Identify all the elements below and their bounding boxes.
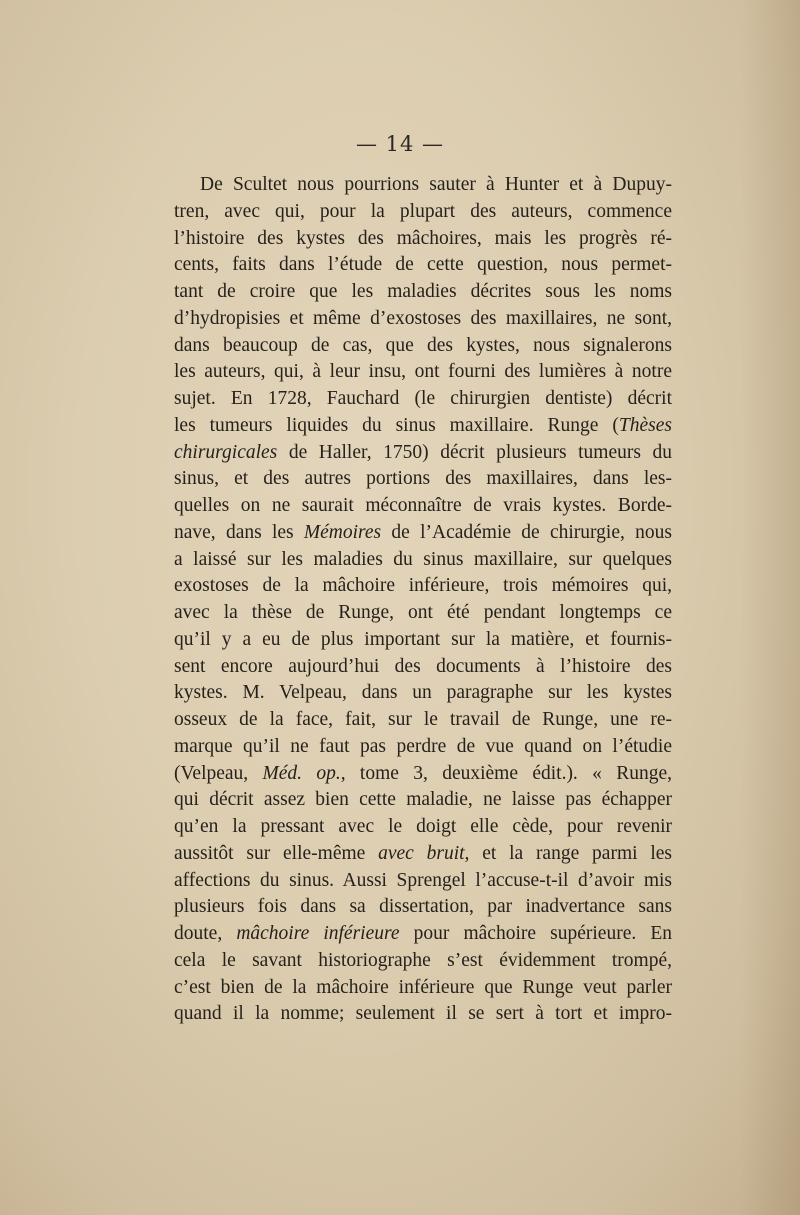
text-segment: sujet. En 1728, Fauchard (le chirurgien dentiste) décrit bbox=[174, 388, 672, 409]
text-line bbox=[174, 359, 672, 386]
text-line bbox=[174, 894, 672, 921]
text-line bbox=[174, 975, 672, 1002]
text-segment: c’est bien de la mâchoire inférieure que Runge veut parler bbox=[174, 976, 672, 998]
text-segment: cents, faits dans l’étude de cette question, nous permet- bbox=[174, 254, 672, 276]
text-line bbox=[174, 627, 672, 654]
text-line bbox=[174, 707, 672, 734]
text-segment: qui décrit assez bien cette maladie, ne laisse pas échapper bbox=[174, 789, 672, 811]
text-segment: doute, bbox=[174, 923, 237, 944]
text-segment: exostoses de la mâchoire inférieure, trois mémoires qui, bbox=[174, 575, 672, 597]
italic-segment: Mémoires bbox=[303, 521, 382, 543]
text-segment: de Haller, 1750) décrit plusieurs tumeurs du bbox=[277, 441, 672, 463]
text-segment: les tumeurs liquides du sinus maxillaire. Runge ( bbox=[174, 414, 619, 436]
text-line bbox=[174, 680, 672, 707]
text-line bbox=[174, 573, 672, 600]
text-line bbox=[174, 493, 672, 520]
text-line bbox=[174, 654, 672, 681]
text-line bbox=[174, 868, 672, 895]
text-segment: De Scultet nous pourrions sauter à Hunter et à Dupuy- bbox=[200, 174, 672, 195]
text-segment: , tome 3, deuxième édit.). « Runge, bbox=[340, 762, 672, 784]
text-segment: avec la thèse de Runge, ont été pendant longtemps ce bbox=[174, 602, 672, 623]
text-segment: quand il la nomme; seulement il se sert à tort et impro- bbox=[174, 1003, 672, 1025]
text-line bbox=[174, 279, 672, 306]
italic-segment: Thèses bbox=[618, 414, 672, 436]
text-line bbox=[174, 306, 672, 333]
text-line bbox=[174, 440, 672, 467]
text-segment: osseux de la face, fait, sur le travail de Runge, une re- bbox=[174, 709, 672, 730]
text-segment: sent encore aujourd’hui des documents à l’histoire des bbox=[174, 655, 672, 677]
text-line bbox=[174, 600, 672, 627]
text-segment: marque qu’il ne faut pas perdre de vue quand on l’étudie bbox=[174, 735, 672, 757]
text-line bbox=[174, 172, 672, 199]
text-line bbox=[174, 333, 672, 360]
text-segment: a laissé sur les maladies du sinus maxillaire, sur quelques bbox=[174, 548, 672, 570]
text-line bbox=[174, 787, 672, 814]
text-segment: tant de croire que les maladies décrites sous les noms bbox=[174, 281, 672, 302]
italic-segment: chirurgicales bbox=[174, 441, 278, 463]
text-segment: nave, dans les bbox=[174, 521, 304, 543]
page-number: — 14 — bbox=[355, 132, 445, 156]
text-line bbox=[174, 199, 672, 226]
text-line bbox=[174, 1001, 672, 1028]
italic-segment: avec bruit bbox=[378, 842, 465, 864]
text-segment: quelles on ne saurait méconnaître de vrais kystes. Borde- bbox=[174, 495, 672, 516]
text-segment: tren, avec qui, pour la plupart des auteurs, commence bbox=[174, 200, 672, 222]
text-segment: kystes. M. Velpeau, dans un paragraphe sur les kystes bbox=[174, 682, 672, 704]
text-line bbox=[174, 386, 672, 413]
text-line bbox=[174, 948, 672, 975]
text-line bbox=[174, 921, 672, 948]
text-segment: sinus, et des autres portions des maxillaires, dans les- bbox=[174, 468, 672, 490]
text-segment: dans beaucoup de cas, que des kystes, nous signalerons bbox=[174, 334, 672, 356]
body-text bbox=[174, 172, 672, 1028]
text-line bbox=[174, 226, 672, 253]
text-line bbox=[174, 734, 672, 761]
text-segment: qu’il y a eu de plus important sur la matière, et fournis- bbox=[174, 628, 672, 650]
text-segment: les auteurs, qui, à leur insu, ont fourni des lumières à notre bbox=[174, 361, 672, 383]
text-segment: plusieurs fois dans sa dissertation, par inadvertance sans bbox=[174, 896, 672, 918]
text-line bbox=[174, 547, 672, 574]
text-line bbox=[174, 466, 672, 493]
text-segment: cela le savant historiographe s’est évidemment trompé, bbox=[174, 949, 672, 971]
text-line bbox=[174, 252, 672, 279]
text-segment: aussitôt sur elle-même bbox=[174, 842, 379, 864]
text-line bbox=[174, 814, 672, 841]
text-line bbox=[174, 413, 672, 440]
text-segment: pour mâchoire supérieure. En bbox=[399, 923, 672, 944]
text-line bbox=[174, 520, 672, 547]
text-segment: l’histoire des kystes des mâchoires, mais les progrès ré- bbox=[174, 227, 672, 249]
text-segment: affections du sinus. Aussi Sprengel l’accuse-t-il d’avoir mis bbox=[174, 869, 672, 891]
text-segment: qu’en la pressant avec le doigt elle cède, pour revenir bbox=[174, 816, 672, 837]
text-line bbox=[174, 841, 672, 868]
text-segment: d’hydropisies et même d’exostoses des maxillaires, ne sont, bbox=[174, 307, 672, 329]
text-line bbox=[174, 761, 672, 788]
text-segment: de l’Académie de chirurgie, nous bbox=[381, 521, 672, 543]
text-segment: , et la range parmi les bbox=[464, 842, 672, 864]
italic-segment: Méd. op. bbox=[262, 762, 341, 784]
italic-segment: mâchoire inférieure bbox=[236, 923, 400, 944]
text-segment: (Velpeau, bbox=[174, 762, 263, 784]
